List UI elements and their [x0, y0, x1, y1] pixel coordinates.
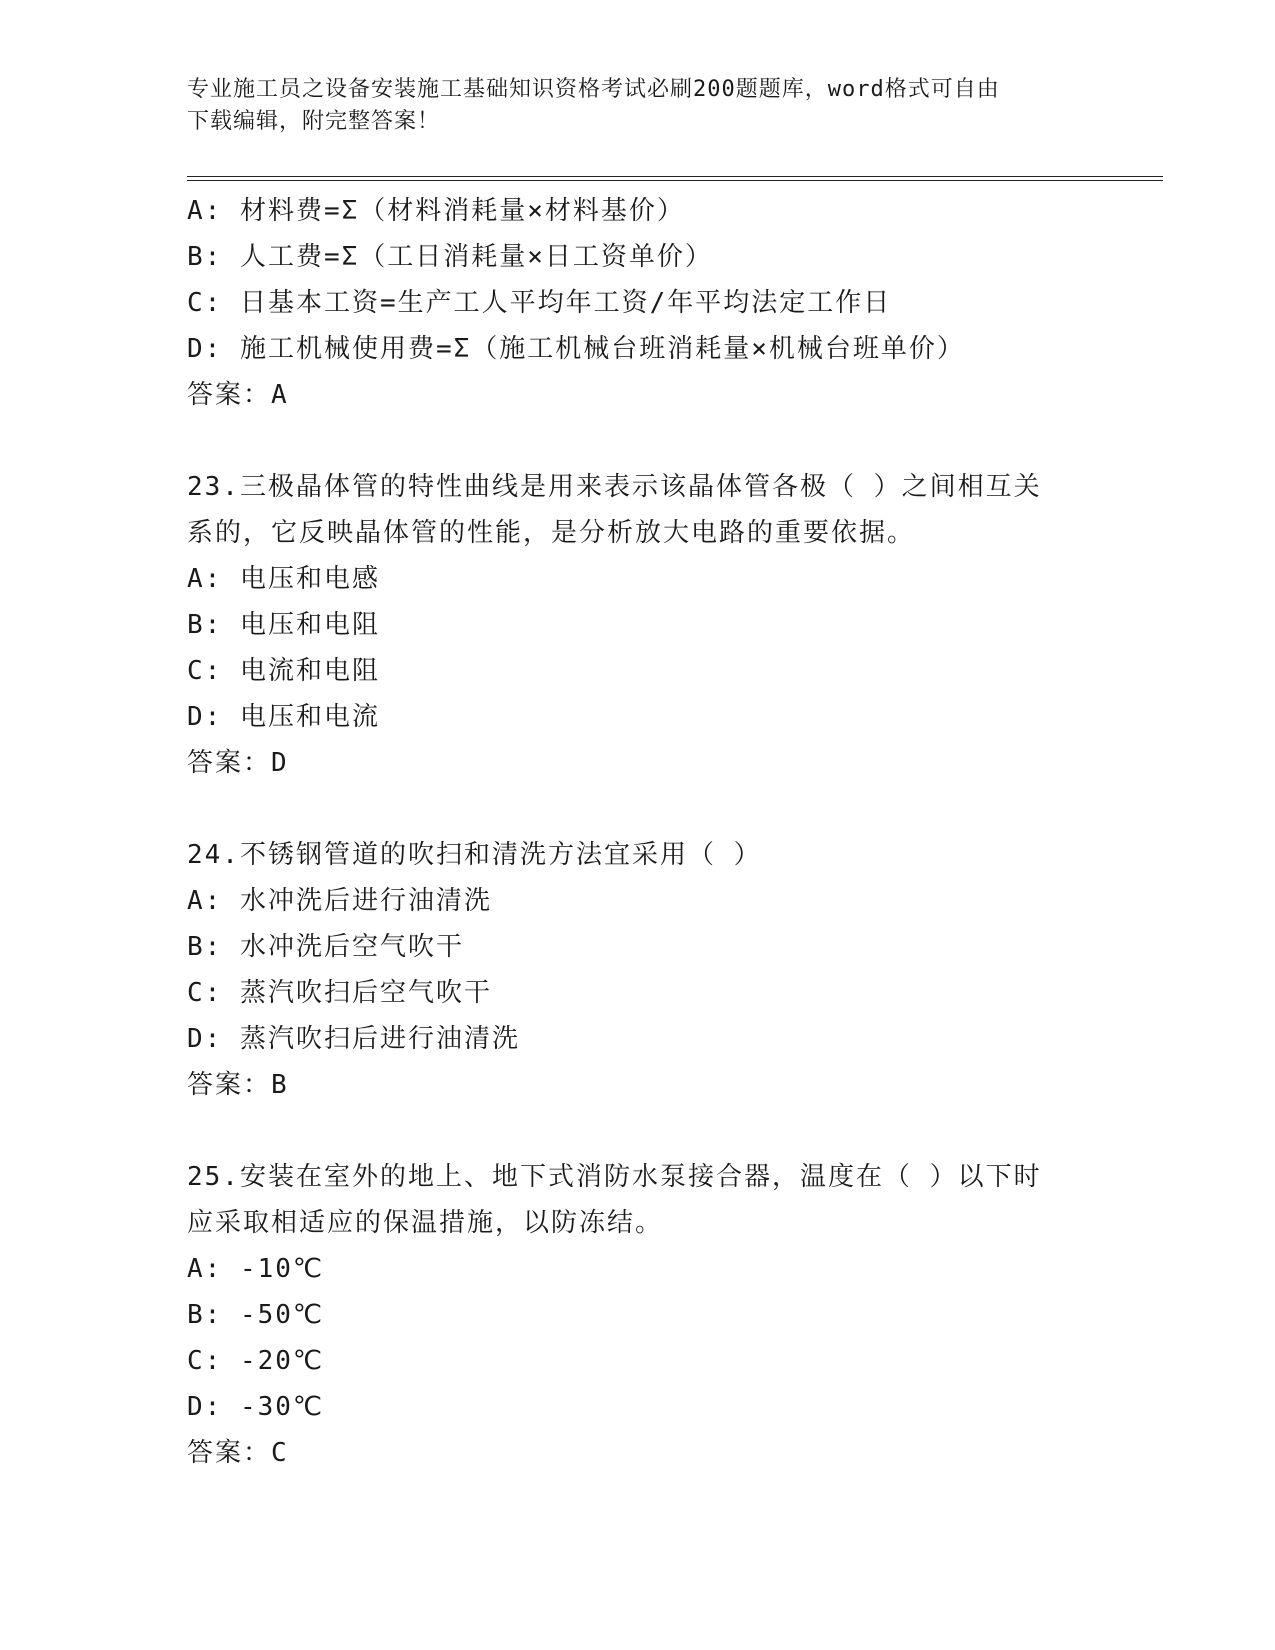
question-stem-line-1: 23.三极晶体管的特性曲线是用来表示该晶体管各极（ ）之间相互关	[187, 472, 1042, 502]
question-22	[187, 188, 1087, 418]
option-b: B: 人工费=Σ（工日消耗量×日工资单价）	[187, 242, 713, 272]
option-c: C: 日基本工资=生产工人平均年工资/年平均法定工作日	[187, 288, 892, 318]
question-stem-line-2: 应采取相适应的保温措施，以防冻结。	[187, 1208, 664, 1238]
option-a: A: 材料费=Σ（材料消耗量×材料基价）	[187, 196, 685, 226]
spacer	[187, 1108, 1087, 1154]
answer-line: 答案：A	[187, 380, 289, 410]
option-d: D: 施工机械使用费=Σ（施工机械台班消耗量×机械台班单价）	[187, 334, 965, 364]
option-a: A: -10℃	[187, 1254, 325, 1284]
spacer	[187, 418, 1087, 464]
question-stem-line-1: 24.不锈钢管道的吹扫和清洗方法宜采用（ ）	[187, 840, 762, 870]
option-d: D: -30℃	[187, 1392, 325, 1422]
header-divider	[187, 176, 1163, 181]
option-d: D: 蒸汽吹扫后进行油清洗	[187, 1024, 520, 1054]
question-stem-line-1: 25.安装在室外的地上、地下式消防水泵接合器，温度在（ ）以下时	[187, 1162, 1042, 1192]
option-c: C: -20℃	[187, 1346, 325, 1376]
option-d: D: 电压和电流	[187, 702, 380, 732]
option-b: B: 电压和电阻	[187, 610, 380, 640]
option-c: C: 电流和电阻	[187, 656, 380, 686]
question-24	[187, 832, 1087, 1108]
answer-line: 答案：D	[187, 748, 289, 778]
answer-line: 答案：B	[187, 1070, 289, 1100]
option-a: A: 水冲洗后进行油清洗	[187, 886, 492, 916]
document-header	[187, 74, 1087, 138]
option-a: A: 电压和电感	[187, 564, 380, 594]
spacer	[187, 786, 1087, 832]
answer-line: 答案：C	[187, 1438, 289, 1468]
question-25	[187, 1154, 1087, 1476]
header-title-line-2: 下载编辑，附完整答案！	[187, 109, 441, 134]
option-b: B: 水冲洗后空气吹干	[187, 932, 464, 962]
question-stem-line-2: 系的，它反映晶体管的性能，是分析放大电路的重要依据。	[187, 518, 916, 548]
header-title-line-1: 专业施工员之设备安装施工基础知识资格考试必刷200题题库，word格式可自由	[187, 77, 1000, 102]
option-c: C: 蒸汽吹扫后空气吹干	[187, 978, 492, 1008]
question-23	[187, 464, 1087, 786]
option-b: B: -50℃	[187, 1300, 325, 1330]
question-list	[187, 188, 1087, 1476]
